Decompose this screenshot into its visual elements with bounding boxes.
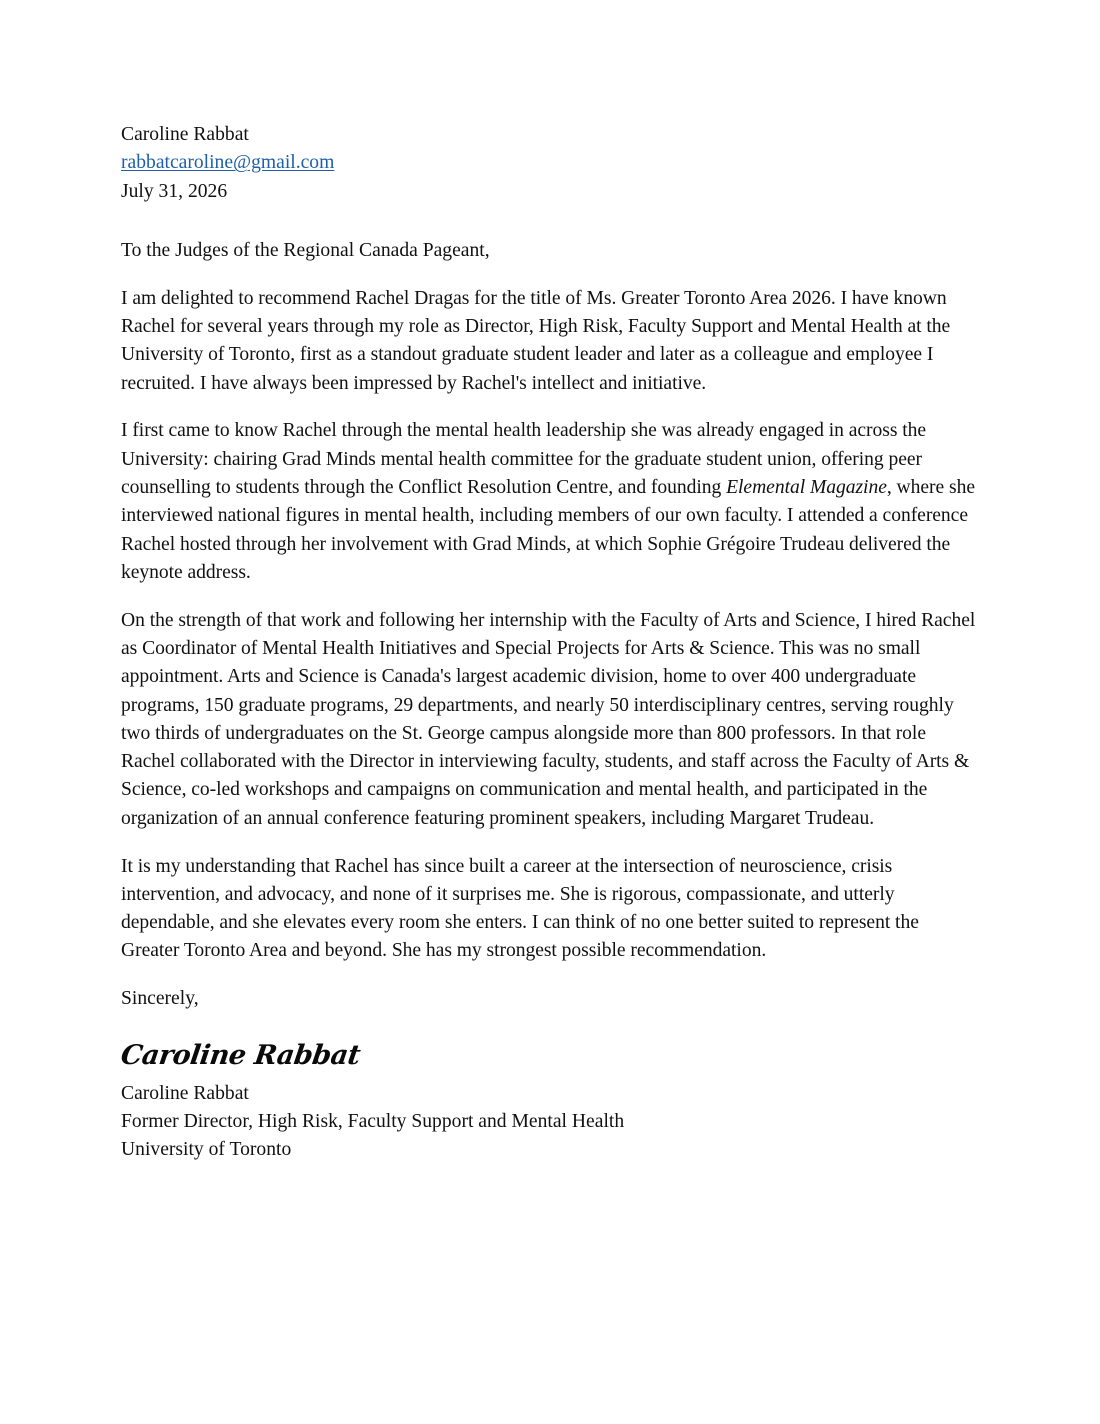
body-paragraph-3: On the strength of that work and following her internship with the Faculty of Arts and Science, I hired Rachel as Coordinator of Mental Health Initiatives and Special Projects for Arts & Science. This was no small appointment. Arts and Science is Canada's largest academic division, home to over 400 undergraduate programs, 150 graduate programs, 29 departments, and nearly 50 interdisciplinary centres, serving roughly two thirds of undergraduates on the St. George campus alongside more than 800 professors. In that role Rachel collaborated with the Director in interviewing faculty, students, and staff across the Faculty of Arts & Science, co-led workshops and campaigns on communication and mental health, and participated in the organization of an annual conference featuring prominent speakers, including Margaret Trudeau.	[121, 609, 976, 829]
body-paragraph-4: It is my understanding that Rachel has since built a career at the intersection of neuroscience, crisis intervention, and advocacy, and none of it surprises me. She is rigorous, compassionate, and utterly dependable, and she elevates every room she enters. I can think of no one better suited to represent the Greater Toronto Area and beyond. She has my strongest possible recommendation.	[121, 855, 919, 962]
magazine-title: Elemental Magazine	[726, 476, 887, 498]
handwritten-signature: Caroline Rabbat	[118, 1039, 362, 1071]
sender-name: Caroline Rabbat	[121, 124, 249, 145]
letter-date: July 31, 2026	[121, 180, 228, 202]
signoff-title: Former Director, High Risk, Faculty Support and Mental Health	[121, 1110, 625, 1132]
body-paragraph-1: I am delighted to recommend Rachel Dragas for the title of Ms. Greater Toronto Area 2026. I have known Rachel for several years through my role as Director, High Risk, Faculty Support and Mental Health at the University of Toronto, first as a standout graduate student leader and later as a colleague and employee I recruited. I have always been impressed by Rachel's intellect and initiative.	[121, 287, 951, 394]
salutation: To the Judges of the Regional Canada Pageant,	[121, 239, 490, 261]
sender-email-link[interactable]: rabbatcaroline@gmail.com	[121, 152, 335, 174]
sender-block	[121, 121, 981, 206]
paragraph-2-text-start: I first came to know Rachel through the mental health leadership she was already engaged in across the University: chairing Grad Minds mental health committee for the graduate student union, offering peer counselling to students through the Conflict Resolution Centre, and founding	[121, 420, 927, 498]
signoff-name: Caroline Rabbat	[121, 1082, 249, 1104]
paragraph-2-text-end: , where she interviewed national figures in mental health, including members of our own faculty. I attended a conference Rachel hosted through her involvement with Grad Minds, at which Sophie Grégoire Trudeau delivered the keynote address.	[121, 476, 975, 583]
signoff-block	[121, 1080, 981, 1165]
signoff-organization: University of Toronto	[121, 1139, 292, 1161]
closing: Sincerely,	[121, 988, 199, 1010]
letter-page	[118, 121, 981, 1164]
body-paragraph-2	[121, 417, 981, 587]
